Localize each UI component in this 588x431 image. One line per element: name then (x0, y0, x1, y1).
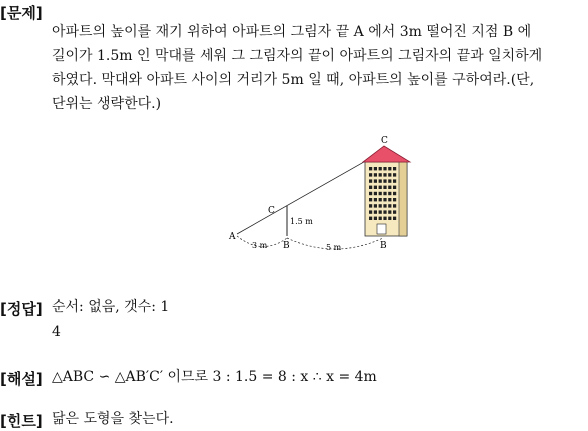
label-B: B (283, 241, 290, 251)
window (388, 179, 391, 182)
window (383, 204, 386, 207)
window (374, 167, 377, 170)
window (374, 179, 377, 182)
window (379, 204, 382, 207)
window (379, 186, 382, 189)
answer-line1: 순서: 없음, 갯수: 1 (52, 299, 170, 315)
window (369, 192, 372, 195)
window (383, 173, 386, 176)
window (388, 186, 391, 189)
window (374, 217, 377, 220)
window (379, 179, 382, 182)
problem-line: 하였다. 막대와 아파트 사이의 거리가 5m 일 때, 아파트의 높이를 구하여라.(단, (52, 72, 535, 88)
window (393, 192, 396, 195)
window (388, 210, 391, 213)
window (393, 198, 396, 201)
label-A: A (229, 232, 236, 242)
window (374, 210, 377, 213)
building-roof (363, 146, 410, 162)
window (383, 210, 386, 213)
window (383, 186, 386, 189)
window (393, 204, 396, 207)
window (393, 167, 396, 170)
window (388, 167, 391, 170)
hint-label: [힌트] (0, 412, 43, 430)
window (393, 179, 396, 182)
answer-label: [정답] (0, 300, 43, 318)
hint-text: 닮은 도형을 찾는다. (52, 411, 174, 427)
problem-line: 길이가 1.5m 인 막대를 세워 그 그림자의 끝이 아파트의 그림자의 끝과 일치하게 (52, 48, 543, 64)
problem-text (52, 20, 542, 116)
problem-label: [문제] (0, 4, 43, 22)
solution-text: △ABC ∽ △AB′C′ 이므로 3 : 1.5 = 8 : x ∴ x = 4m (52, 369, 377, 385)
window (379, 210, 382, 213)
window (388, 173, 391, 176)
window (379, 167, 382, 170)
window (369, 179, 372, 182)
window (388, 204, 391, 207)
apartment-shadow-figure (220, 132, 420, 260)
window (374, 186, 377, 189)
window (369, 198, 372, 201)
label-C: C (268, 206, 275, 216)
window (388, 198, 391, 201)
window (374, 192, 377, 195)
window (379, 217, 382, 220)
window (393, 186, 396, 189)
window (369, 210, 372, 213)
window (369, 167, 372, 170)
label-dist-5m: 5 m (326, 243, 342, 252)
label-B-prime: B (380, 241, 387, 251)
label-C-prime: C (381, 136, 388, 146)
window (383, 217, 386, 220)
building-side (399, 162, 407, 236)
window (374, 198, 377, 201)
solution-label: [해설] (0, 370, 43, 388)
window (383, 179, 386, 182)
window (383, 167, 386, 170)
window (383, 198, 386, 201)
label-dist-3m: 3 m (252, 241, 268, 250)
window (379, 173, 382, 176)
window (388, 217, 391, 220)
window (369, 173, 372, 176)
window (374, 173, 377, 176)
window (393, 217, 396, 220)
window (369, 186, 372, 189)
problem-line: 단위는 생략한다.) (52, 96, 162, 112)
window (369, 217, 372, 220)
answer-line2: 4 (52, 324, 61, 340)
window (393, 210, 396, 213)
window (393, 173, 396, 176)
building-door (377, 224, 386, 234)
window (369, 204, 372, 207)
label-pole-length: 1.5 m (290, 217, 313, 226)
window (379, 198, 382, 201)
window (374, 204, 377, 207)
window (379, 192, 382, 195)
window (383, 192, 386, 195)
problem-line: 아파트의 높이를 재기 위하여 아파트의 그림자 끝 A 에서 3m 떨어진 지점 B 에 (52, 24, 532, 40)
window (388, 192, 391, 195)
